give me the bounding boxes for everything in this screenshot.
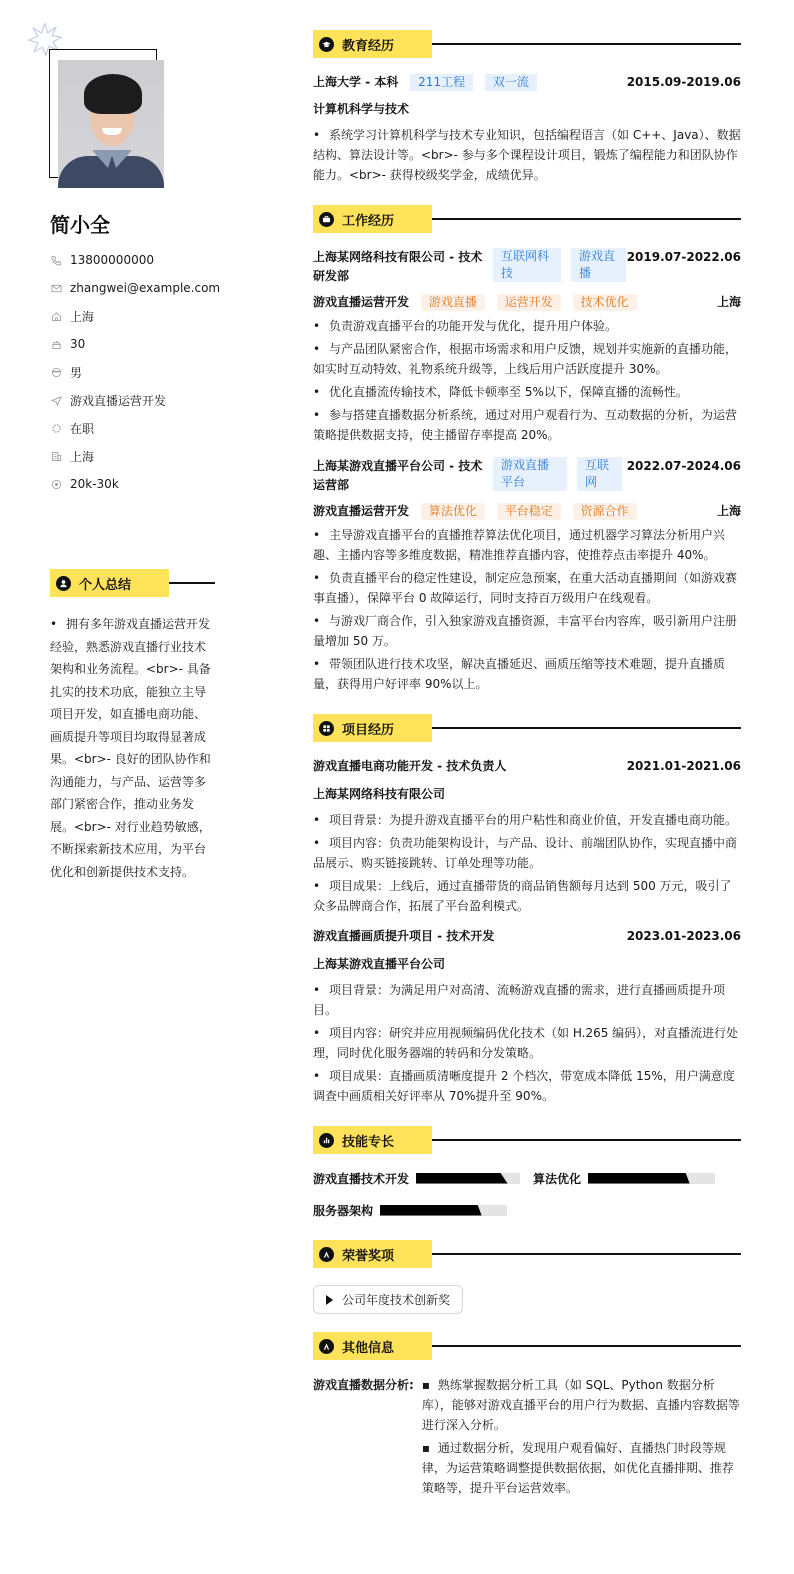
list-item: ▪ 通过数据分析，发现用户观看偏好、直播热门时段等规律，为运营策略调整提供数据依据，如优化直播排期、推荐策略等，提升平台运营效率。 — [421, 1441, 734, 1495]
skill-tag: 运营开发 — [497, 294, 561, 311]
skill-item — [533, 1168, 715, 1188]
summary-title: 个人总结 — [79, 577, 132, 593]
skills-title: 技能专长 — [342, 1134, 395, 1150]
grid-icon — [319, 721, 334, 736]
skill-tag: 平台稳定 — [497, 503, 561, 520]
info-icon — [319, 1339, 334, 1354]
other-entry — [313, 1375, 741, 1501]
home-icon — [50, 310, 62, 322]
awards-badge — [313, 1240, 432, 1268]
education-title: 教育经历 — [342, 38, 395, 54]
gender-icon — [50, 366, 62, 378]
mail-icon — [50, 282, 62, 294]
list-item-text: 项目成果：直播画质清晰度提升 2 个档次，带宽成本降低 15%，用户满意度调查中画质相关好评率从 70%提升至 90%。 — [313, 1069, 735, 1103]
job-head — [313, 248, 741, 286]
job-tag: 互联网科技 — [493, 248, 561, 282]
summary-header — [50, 569, 215, 597]
project-head — [313, 757, 741, 776]
salary-icon — [50, 478, 62, 490]
play-triangle-icon — [326, 1295, 333, 1305]
list-item: • 项目内容：负责功能架构设计，与产品、设计、前端团队协作，实现直播中商品展示、购买链接跳转、订单处理等功能。 — [313, 836, 738, 870]
job-items — [313, 525, 741, 694]
project-company: 上海某网络科技有限公司 — [313, 787, 446, 801]
age-value: 30 — [70, 337, 86, 351]
section-divider — [432, 727, 741, 729]
job-tag: 互联网 — [577, 457, 622, 491]
list-item-text: 负责直播平台的稳定性建设，制定应急预案，在重大活动直播期间（如游戏赛事直播），保障平台 0 故障运行，同时支持百万级用户在线观看。 — [313, 571, 738, 605]
city-value: 上海 — [70, 449, 95, 464]
awards-section — [313, 1240, 741, 1314]
right-column — [313, 30, 741, 1501]
education-section — [313, 30, 741, 185]
summary-badge — [50, 569, 169, 597]
bar-chart-icon — [319, 1133, 334, 1148]
info-job — [50, 386, 220, 414]
education-date: 2015.09-2019.06 — [626, 75, 741, 89]
salary-value: 20k-30k — [70, 477, 119, 491]
list-item-text: 项目背景：为提升游戏直播平台的用户粘性和商业价值，开发直播电商功能。 — [329, 813, 738, 827]
other-items — [422, 1375, 741, 1501]
job-tag: 游戏直播 — [571, 248, 626, 282]
list-item-text: 熟练掌握数据分析工具（如 SQL、Python 数据分析库），能够对游戏直播平台的用户行为数据、直播内容数据等进行深入分析。 — [421, 1378, 740, 1432]
project-name: 游戏直播画质提升项目 - 技术开发 — [313, 929, 495, 943]
info-home — [50, 302, 220, 330]
project-items — [313, 810, 741, 916]
projects-title: 项目经历 — [342, 722, 395, 738]
job-head — [313, 457, 741, 495]
user-icon — [56, 576, 71, 591]
education-desc-list — [313, 125, 741, 185]
job-date: 2019.07-2022.06 — [626, 250, 741, 264]
list-item-text: 负责游戏直播平台的功能开发与优化，提升用户体验。 — [329, 319, 618, 333]
other-section — [313, 1332, 741, 1501]
city-icon — [50, 450, 62, 462]
status-value: 在职 — [70, 421, 95, 436]
job-items — [313, 316, 741, 445]
list-item: • 项目成果：上线后，通过直播带货的商品销售额每月达到 500 万元，吸引了众多品牌商合作，拓展了平台盈利模式。 — [313, 879, 732, 913]
project-entry — [313, 927, 741, 1106]
job-date: 2022.07-2024.06 — [626, 459, 741, 473]
info-city — [50, 442, 220, 470]
skill-bar — [588, 1173, 715, 1184]
project-items — [313, 980, 741, 1106]
graduation-cap-icon — [319, 37, 334, 52]
skill-bar-fill — [380, 1205, 482, 1216]
section-divider — [432, 1345, 741, 1347]
award-label: 公司年度技术创新奖 — [342, 1293, 451, 1307]
list-item-text: 项目内容：研究并应用视频编码优化技术（如 H.265 编码），对直播流进行处理，同时优化服务器端的转码和分发策略。 — [313, 1026, 739, 1060]
list-item: • 负责直播平台的稳定性建设，制定应急预案，在重大活动直播期间（如游戏赛事直播），保障平台 0 故障运行，同时支持百万级用户在线观看。 — [313, 571, 738, 605]
skill-tag: 技术优化 — [573, 294, 637, 311]
other-label: 游戏直播数据分析: — [313, 1378, 414, 1392]
education-badge — [313, 30, 432, 58]
job-role: 游戏直播运营开发 — [313, 295, 410, 309]
job-company: 上海某网络科技有限公司 - 技术研发部 — [313, 250, 483, 283]
home-value: 上海 — [70, 309, 95, 324]
skill-tag: 资源合作 — [573, 503, 637, 520]
status-icon — [50, 422, 62, 434]
list-item-text: 优化直播流传输技术，降低卡顿率至 5%以下，保障直播的流畅性。 — [329, 385, 688, 399]
work-title: 工作经历 — [342, 213, 395, 229]
job-role: 游戏直播运营开发 — [313, 504, 410, 518]
info-salary — [50, 470, 220, 498]
skill-item — [313, 1200, 741, 1220]
skill-tag: 算法优化 — [421, 503, 485, 520]
education-entry-head — [313, 73, 741, 92]
candidate-name: 简小全 — [50, 213, 110, 237]
other-title: 其他信息 — [342, 1340, 395, 1356]
info-status — [50, 414, 220, 442]
list-item: • 主导游戏直播平台的直播推荐算法优化项目，通过机器学习算法分析用户兴趣、主播内容等多维度数据，精准推荐直播内容，使推荐点击率提升 40%。 — [313, 528, 726, 562]
projects-badge — [313, 714, 432, 742]
job-city: 上海 — [716, 295, 741, 309]
school-tag: 双一流 — [485, 74, 537, 91]
age-icon — [50, 338, 62, 350]
awards-list — [313, 1285, 741, 1314]
skill-bar-fill — [588, 1173, 690, 1184]
other-badge — [313, 1332, 432, 1360]
job-icon — [50, 394, 62, 406]
info-gender — [50, 358, 220, 386]
list-item: ▪ 熟练掌握数据分析工具（如 SQL、Python 数据分析库），能够对游戏直播平台的用户行为数据、直播内容数据等进行深入分析。 — [421, 1378, 740, 1432]
briefcase-icon — [319, 212, 334, 227]
award-chip[interactable] — [313, 1285, 463, 1314]
job-role-row — [313, 502, 741, 521]
education-header — [313, 30, 741, 58]
list-item: • 项目背景：为提升游戏直播平台的用户粘性和商业价值，开发直播电商功能。 — [313, 813, 738, 827]
list-item-text: 项目内容：负责功能架构设计，与产品、设计、前端团队协作，实现直播中商品展示、购买链接跳转、订单处理等功能。 — [313, 836, 738, 870]
skill-bar — [416, 1173, 520, 1184]
skills-header — [313, 1126, 741, 1154]
list-item: • 系统学习计算机科学与技术专业知识，包括编程语言（如 C++、Java）、数据结构、算法设计等。<br>- 参与多个课程设计项目，锻炼了编程能力和团队协作能力。<br>- 获得校级奖学金，成绩优异。 — [313, 128, 741, 182]
project-date: 2023.01-2023.06 — [626, 929, 741, 943]
job-company: 上海某游戏直播平台公司 - 技术运营部 — [313, 459, 483, 492]
left-column — [0, 0, 280, 1574]
section-divider — [169, 582, 215, 584]
skills-row — [313, 1168, 741, 1188]
award-icon — [319, 1247, 334, 1262]
list-item-text: 带领团队进行技术攻坚，解决直播延迟、画质压缩等技术难题，提升直播质量，获得用户好评率 90%以上。 — [313, 657, 726, 691]
phone-value: 13800000000 — [70, 253, 154, 267]
project-entry — [313, 757, 741, 916]
contact-info — [50, 246, 220, 498]
project-date: 2021.01-2021.06 — [626, 759, 741, 773]
list-item: • 带领团队进行技术攻坚，解决直播延迟、画质压缩等技术难题，提升直播质量，获得用户好评率 90%以上。 — [313, 657, 726, 691]
list-item: • 与产品团队紧密合作，根据市场需求和用户反馈，规划并实施新的直播功能，如实时互动特效、礼物系统升级等，上线后用户活跃度提升 30%。 — [313, 342, 738, 376]
list-item: • 项目背景：为满足用户对高清、流畅游戏直播的需求，进行直播画质提升项目。 — [313, 983, 726, 1017]
avatar — [58, 60, 164, 188]
section-divider — [432, 1253, 741, 1255]
info-age — [50, 330, 220, 358]
list-item: • 参与搭建直播数据分析系统，通过对用户观看行为、互动数据的分析，为运营策略提供数据支持，使主播留存率提高 20%。 — [313, 408, 738, 442]
email-value: zhangwei@example.com — [70, 281, 221, 295]
job-city: 上海 — [716, 504, 741, 518]
gender-value: 男 — [70, 365, 83, 380]
list-item: • 项目成果：直播画质清晰度提升 2 个档次，带宽成本降低 15%，用户满意度调查中画质相关好评率从 70%提升至 90%。 — [313, 1069, 735, 1103]
work-badge — [313, 205, 432, 233]
job-role-row — [313, 293, 741, 312]
skill-name: 服务器架构 — [313, 1203, 374, 1218]
skills-section — [313, 1126, 741, 1220]
summary-section — [50, 569, 215, 883]
skill-bar — [380, 1205, 507, 1216]
other-header — [313, 1332, 741, 1360]
skill-name: 算法优化 — [533, 1171, 582, 1186]
awards-header — [313, 1240, 741, 1268]
major: 计算机科学与技术 — [313, 102, 410, 116]
list-item-text: 与产品团队紧密合作，根据市场需求和用户反馈，规划并实施新的直播功能，如实时互动特效、礼物系统升级等，上线后用户活跃度提升 30%。 — [313, 342, 738, 376]
job-entry — [313, 457, 741, 694]
skill-item — [313, 1168, 533, 1188]
list-item-text: 通过数据分析，发现用户观看偏好、直播热门时段等规律，为运营策略调整提供数据依据，如优化直播排期、推荐策略等，提升平台运营效率。 — [421, 1441, 734, 1495]
job-value: 游戏直播运营开发 — [70, 393, 167, 408]
skill-name: 游戏直播技术开发 — [313, 1171, 410, 1186]
projects-header — [313, 714, 741, 742]
skills-badge — [313, 1126, 432, 1154]
section-divider — [432, 43, 741, 45]
job-tag: 游戏直播平台 — [493, 457, 567, 491]
school-name: 上海大学 - 本科 — [313, 75, 399, 89]
work-section — [313, 205, 741, 694]
job-entry — [313, 248, 741, 445]
list-item-text: 参与搭建直播数据分析系统，通过对用户观看行为、互动数据的分析，为运营策略提供数据支持，使主播留存率提高 20%。 — [313, 408, 738, 442]
project-name: 游戏直播电商功能开发 - 技术负责人 — [313, 759, 507, 773]
section-divider — [432, 1139, 741, 1141]
summary-text: • 拥有多年游戏直播运营开发经验，熟悉游戏直播行业技术架构和业务流程。<br>- 具备扎实的技术功底，能独立主导项目开发，如直播电商功能、画质提升等项目均取得显著成果。<br>- 良好的团队协作和沟通能力，与产品、运营等多部门紧密合作，推动业务发展。<br>- 对行业趋势敏感，不断探索新技术应用，为平台优化和创新提供技术支持。 — [50, 617, 211, 879]
list-item-text: 主导游戏直播平台的直播推荐算法优化项目，通过机器学习算法分析用户兴趣、主播内容等多维度数据，精准推荐直播内容，使推荐点击率提升 40%。 — [313, 528, 726, 562]
list-item-text: 项目背景：为满足用户对高清、流畅游戏直播的需求，进行直播画质提升项目。 — [313, 983, 726, 1017]
projects-section — [313, 714, 741, 1106]
list-item: • 与游戏厂商合作，引入独家游戏直播资源，丰富平台内容库，吸引新用户注册量增加 50 万。 — [313, 614, 738, 648]
info-email — [50, 274, 220, 302]
section-divider — [432, 218, 741, 220]
project-head — [313, 927, 741, 946]
list-item-text: 与游戏厂商合作，引入独家游戏直播资源，丰富平台内容库，吸引新用户注册量增加 50 万。 — [313, 614, 738, 648]
list-item-text: 项目成果：上线后，通过直播带货的商品销售额每月达到 500 万元，吸引了众多品牌商合作，拓展了平台盈利模式。 — [313, 879, 732, 913]
project-company: 上海某游戏直播平台公司 — [313, 957, 446, 971]
education-desc: 系统学习计算机科学与技术专业知识，包括编程语言（如 C++、Java）、数据结构、算法设计等。<br>- 参与多个课程设计项目，锻炼了编程能力和团队协作能力。<br>- 获得校级奖学金，成绩优异。 — [313, 128, 741, 182]
skill-tag: 游戏直播 — [421, 294, 485, 311]
list-item: • 优化直播流传输技术，降低卡顿率至 5%以下，保障直播的流畅性。 — [313, 385, 688, 399]
list-item: • 负责游戏直播平台的功能开发与优化，提升用户体验。 — [313, 319, 618, 333]
awards-title: 荣誉奖项 — [342, 1248, 395, 1264]
summary-body: 拥有多年游戏直播运营开发经验，熟悉游戏直播行业技术架构和业务流程。<br>- 具备扎实的技术功底，能独立主导项目开发，如直播电商功能、画质提升等项目均取得显著成果。<br>- 良好的团队协作和沟通能力，与产品、运营等多部门紧密合作，推动业务发展。<br>- 对行业趋势敏感，不断探索新技术应用，为平台优化和创新提供技术支持。 — [50, 617, 211, 879]
skill-bar-fill — [416, 1173, 508, 1184]
list-item: • 项目内容：研究并应用视频编码优化技术（如 H.265 编码），对直播流进行处理，同时优化服务器端的转码和分发策略。 — [313, 1026, 739, 1060]
school-tag: 211工程 — [410, 74, 473, 91]
work-header — [313, 205, 741, 233]
phone-icon — [50, 254, 62, 266]
info-phone — [50, 246, 220, 274]
